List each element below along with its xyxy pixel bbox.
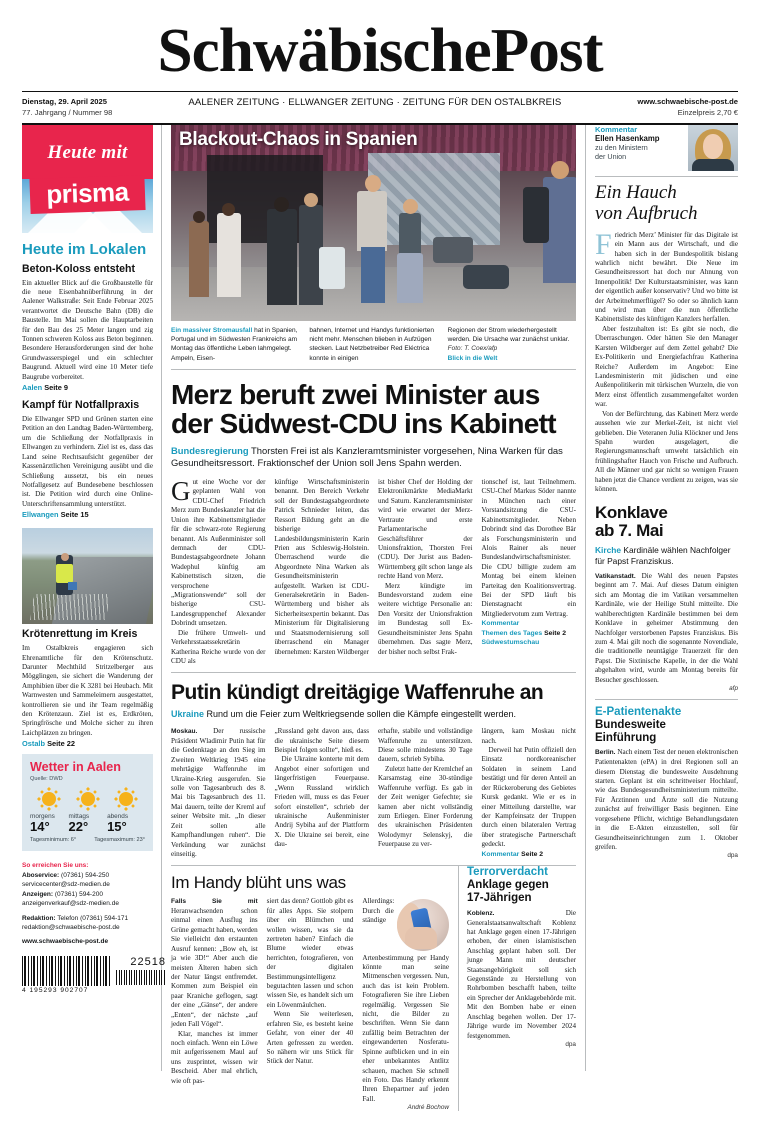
epa-kicker: E-Patientenakte xyxy=(595,706,682,719)
epa-headline xyxy=(595,719,738,744)
weather-slot-evening-temp: 15° xyxy=(107,818,127,834)
single-copy-price: Einzelpreis 2,70 € xyxy=(677,107,738,117)
crowd-figure-head xyxy=(193,211,205,223)
standing-man-torso xyxy=(357,191,387,251)
publication-date: Dienstag, 29. April 2025 xyxy=(22,96,107,106)
sun-icon xyxy=(37,787,61,811)
prisma-supplement-ad[interactable] xyxy=(22,125,153,233)
divider-before-epa xyxy=(595,699,738,700)
weather-slot-noon-temp: 22° xyxy=(68,818,89,834)
hand-art xyxy=(405,927,437,949)
konklave-agency: afp xyxy=(729,685,738,693)
handy-col2-p2: Wenn Sie weiterlesen, erfahren Sie, es besteht keine Gefahr, von einer der 40 Arten gefressen zu werden. So nähern wir uns Stück für Stück der Natur. xyxy=(266,1010,354,1066)
konklave-body-text: Die Wahl des neuen Papstes beginnt am 7. Mai. Auf dieses Datum einigten sich am Montag die im Vatikan versammelten Kardinäle, wie der Heilige Stuhl mitteilte. Die wahlberechtigten Kardinäle bestimmen bei dem Konklave in geheimer Abstimmung den Nachfolger verstorbenen Papstes Franziskus. Bis zum 4. Mai gilt noch die sogenannte Novendiale, die traditionelle neuntägige Trauerzeit für den Papst. Die Sixtinische Kapelle, in der die Wahl abgehalten wird, wurde am Montag bereits für Besucher geschlossen. xyxy=(595,571,738,684)
weather-slot-morning-temp: 14° xyxy=(30,818,50,834)
putin-col3-p1: erhafte, stabile und vollständige Waffenruhe zu unterstützen. Diese solle mindestens 30 Tage dauern, schrieb Sybiha. xyxy=(378,727,473,764)
epa-story[interactable] xyxy=(595,706,738,859)
handy-column-3 xyxy=(362,897,449,1111)
konklave-subhead xyxy=(595,545,738,567)
crowd-figure-head xyxy=(304,193,318,207)
terror-dateline: Koblenz. xyxy=(467,909,495,917)
weather-slot-evening xyxy=(107,787,145,834)
putin-col1-text: Der russische Präsident Wladimir Putin hat für die Gedenktage an den Sieg im Zweiten Weltkrieg 1945 eine mehrtägige Waffenruhe im Ukraine-Krieg ausgerufen. Sie solle von Tagesanbruch des 8. Mai bis Tagesanbruch des 11. Mai dauern, teilte der Kreml auf seiner Website mit. „In dieser Zeit sollen alle Kampfhandlungen ruhen“. Die Verkündung war zunächst einseitig. xyxy=(171,727,266,858)
commentary-author-name: Ellen Hasenkamp xyxy=(595,133,660,143)
contact-ads-phone: (07361) 594-200 xyxy=(54,890,103,898)
handy-columns xyxy=(171,897,449,1111)
toad-rescue-photo xyxy=(22,528,153,624)
masthead-meta xyxy=(22,92,738,123)
putin-column-3 xyxy=(378,727,473,859)
smartphone-photo xyxy=(397,899,449,951)
caption-lead: Ein massiver Stromausfall xyxy=(171,326,253,334)
lead-col3-p1: ist bisher Chef der Holding der Elektronikmärkte MediaMarkt und Saturn. Kanzleramtsminister wird wie erwartet der Merz-Vertraute und erste Parlamentarische Geschäftsführer der Unionsfraktion, Thorsten Frei (CDU). Der Jurist aus Baden-Württemberg gilt schon lange als rechte Hand von Merz. xyxy=(378,477,473,581)
caption-text-2: bahnen, Internet und Handys funktionierten nicht mehr. Menschen blieben in Aufzügen stecken. Laut Netzbetreiber Red Eléctrica konnte in einigen xyxy=(309,326,434,362)
weather-min: Tagesminimum: 6° xyxy=(30,836,77,843)
konklave-headline-line-1: Konklave xyxy=(595,503,668,523)
contact-block xyxy=(22,861,153,947)
caption-text-1: hat in Spanien, Portugal und im Südwesten Frankreichs am Montag das öffentliche Leben lahmgelegt. Ampeln, Eisen- xyxy=(171,326,298,362)
weather-slot-morning-label: morgens xyxy=(30,812,55,820)
caption-text-3: Regionen der Strom wiederhergestellt werden. Die Ursache war zunächst unklar. xyxy=(447,326,570,344)
terror-kicker: Terrorverdacht xyxy=(467,866,548,879)
caption-column-2 xyxy=(309,326,437,363)
crowd-figure-head xyxy=(222,203,235,216)
lead-column-2 xyxy=(275,478,370,666)
seated-woman-head xyxy=(403,199,418,214)
crowd-figure-head xyxy=(274,197,289,212)
weather-widget[interactable] xyxy=(22,754,153,850)
local-article-3-body: Im Ostalbkreis engagieren sich Ehrenamtliche für den Krötenschutz. Darunter Mechthild Stritzelberger aus Mögglingen, sie sichert die Wanderung der Amphibien über die K 3281 bei Heubach. Mit Warnwesten und Sammeleimern ausgestattet, kontrollieren sie und ihr Team regelmäßig den Krötenzaun. Ziel ist es, Erdkröten, Springfrösche und Molche sicher zu ihren Laichplätzen zu bringen. xyxy=(22,644,153,737)
local-article-1-body: Ein aktueller Blick auf die Großbaustelle für die neue Eisenbahnüberführung in der Aalener Walkstraße: Seit Ende Februar 2025 verantwortet die Deutsche Bahn (DB) die Baustelle. Im Mai sollen die Hauptarbeiten für den Bau des 25 Meter langen und zig Tonnen schweren Koloss aus Beton beginnen. Besondere Herausforderungen sind der hohe Grundwasserspiegel und ein schlechter Baugrund. Aktuell wird eine 10 Meter tiefe Baugrube vorbereitet. xyxy=(22,278,153,381)
bottom-row xyxy=(171,866,576,1111)
lead-subhead-text: Thorsten Frei ist als Kanzleramtsminister vorgesehen, Nina Warken für das Gesundheitsressort. Fraktionschef der Union soll Jens Spahn werden. xyxy=(171,444,563,469)
safety-vest-art xyxy=(56,564,73,583)
weather-slot-morning xyxy=(30,787,68,834)
terror-body-text: Die Generalstaatsanwaltschaft Koblenz hat Anklage gegen einen 17-Jährigen erhoben, der einen islamistischen Anschlag geplant haben soll. Der junge Mann mit deutscher Staatsangehörigkeit soll sich Gegenstände zu Herstellung von Rohrbomben beschafft haben, teilte ein Sprecher der Anklagebehörde mit. Mit den Bomben habe er einen Anschlag begehen wollen. Der 17-Jährige wurde im November 2024 festgenommen. xyxy=(467,908,576,1040)
main-content xyxy=(162,125,586,1112)
lead-story-headline xyxy=(171,380,576,438)
terror-body xyxy=(467,909,576,1041)
putin-story-columns xyxy=(171,727,576,859)
handy-lead-label: Falls Sie mit xyxy=(171,898,258,906)
terror-headline-line-1: Anklage gegen xyxy=(467,879,549,892)
photo-caption xyxy=(171,321,576,369)
putin-story[interactable] xyxy=(171,682,576,859)
divider-before-putin xyxy=(171,672,576,673)
epa-body-text: Nach einem Test der neuen elektronischen Patientenakten (ePA) in drei Regionen soll an diesem Dienstag die bundesweite Ausdehnung starten. Geplant ist ein schrittweiser Hochlauf, wie das Bundesgesundheitsministerium mitteilte. Für Ärztinnen und Ärzte soll die Nutzung zunächst auf freiwilliger Basis beginnen. Eine vorgesehene Pflicht, wichtige Behandlungsdaten in die E-Akten einzustellen, soll für Gesundheitseinrichtungen zum 1. Oktober greifen. xyxy=(595,748,738,851)
commentary-author-role-1: zu den Ministern xyxy=(595,142,648,152)
commentary-paragraph-3: Von der Befürchtung, das Kabinett Merz werde aussehen wie zur Merkel-Zeit, ist nicht viel geblieben. Die Veteranen Julia Klöckner und Jens Spahn wurden ausgelagert, die Regierungsmannschaft umweht tatsächlich ein frühlingshafter Hauch von Frische und Aufbruch. All die Männer und gar nicht so wenigen Frauen haben jetzt die Chance verdient zu zeigen, was sie können. xyxy=(595,409,738,494)
weather-minmax xyxy=(30,837,145,843)
konklave-dateline: Vatikanstadt. xyxy=(595,572,636,580)
weather-slot-evening-label: abends xyxy=(107,812,129,820)
local-article-1-ref[interactable] xyxy=(22,383,153,392)
newspaper-title xyxy=(15,17,745,85)
seated-woman-torso xyxy=(399,213,421,257)
suitcase-art xyxy=(319,247,345,289)
lead-column-3 xyxy=(378,478,473,666)
caption-column-1 xyxy=(171,326,299,363)
commentary-paragraph-2: Aber festzuhalten ist: Es gibt sie noch, die Überraschungen. Oder hätten Sie den Manager Karsten Wildberger auf dem Zettel gehabt? Die Ex-Politikerin und Energiefachfrau Katherina Reiche? Außerdem im Angebot: Eine Landesministerin mit jüdischen und eine Außenpolitikerin mit türkischen Wurzeln, die von Merz einst öffentlich zusammengefaltet worden war. xyxy=(595,324,738,409)
lead-story[interactable] xyxy=(171,380,576,667)
sun-icon xyxy=(76,787,100,811)
weather-source: Quelle: DWD xyxy=(30,775,63,782)
putin-story-refs[interactable] xyxy=(482,850,577,860)
putin-ref-kommentar: Kommentar xyxy=(481,850,520,858)
title-part-2: Post xyxy=(490,17,603,85)
local-section-heading: Heute im Lokalen xyxy=(22,240,147,258)
lead-story-refs[interactable] xyxy=(482,619,577,648)
lead-ref-themen: Themen des Tages xyxy=(481,629,543,637)
contact-red-line xyxy=(22,914,153,923)
crowd-figure xyxy=(433,237,473,263)
commentary-paragraph-1: Friedrich Merz’ Minister für das Digitale ist ein Mann aus der Wirtschaft, und die haben sich in der Bundespolitik bislang wahrlich nicht bewährt. Die Neue im Gesundheitsressort hat doch nur Ahnung von Innenpolitik! Der Kulturstaatsminister, was kann der eigentlich außer konservativ? Und wo bitte ist der Arbeitnehmerflügel? So oder so ähnlich kann und wird man über die nun öffentliche Kabinettsliste des künftigen Kanzlers herfallen. xyxy=(595,227,738,324)
handy-column-2 xyxy=(267,897,354,1111)
avatar xyxy=(688,125,738,171)
lead-col1-p1: Gut eine Woche vor der geplanten Wahl von CDU-Chef Friedrich Merz zum Bundeskanzler hat die Union ihre Kabinettsmitglieder für die schwarz-rote Regierung benannt. Als Außenminister soll demnach der CDU-Bundestagsabgeordnete Johann Wadephul künftig am Kabinettstisch sitzen, die versprochene „Migrationswende“ soll der bisherige CSU-Landesgruppenchef Alexander Dobrindt umsetzen. xyxy=(171,475,266,628)
handy-col1-p2: Klar, manches ist immer noch einfach. Wenn ein Löwe mit aufgerissenem Maul auf uns zusprintet, wissen wir Bescheid. Aber mal ehrlich, wie oft pas- xyxy=(171,1029,258,1085)
lead-story-columns xyxy=(171,475,576,666)
handy-author: André Bochow xyxy=(407,1104,450,1112)
handy-story[interactable] xyxy=(171,866,449,1111)
local-article-2-ref-page: Seite 15 xyxy=(60,510,89,520)
contact-ads-label: Anzeigen: xyxy=(22,890,54,898)
contact-abo-phone: (07361) 594-250 xyxy=(61,871,110,879)
putin-headline: Putin kündigt dreitägige Waffenruhe an xyxy=(171,681,544,705)
crowd-figure xyxy=(217,213,241,297)
lead-ref-themen-line[interactable] xyxy=(482,629,577,639)
local-article-2[interactable] xyxy=(22,400,153,519)
local-article-1-ref-page: Seite 9 xyxy=(44,383,69,393)
local-article-3[interactable] xyxy=(22,629,153,748)
terror-headline xyxy=(467,879,576,904)
lead-ref-page: Seite 2 xyxy=(544,629,566,637)
title-part-1: Schwäbische xyxy=(157,17,491,85)
sun-icon xyxy=(114,787,138,811)
spain-blackout-photo xyxy=(171,125,576,321)
local-article-2-headline: Kampf für Notfallpraxis xyxy=(22,399,140,412)
weather-title: Wetter in Aalen xyxy=(30,760,121,775)
lead-column-4 xyxy=(482,478,577,666)
commentary-byline xyxy=(595,125,660,162)
handy-col2-p1: siert das denn? Gottlob gibt es für alles Apps. Sie stolpern über ein Blümchen und wollen wissen, was sie da zertreten haben? Einfach die Blume wieder etwas herrichten, fotografieren, von der digitalen Bestimmungsintelligenz begutachten lassen und schon wissen Sie, es handelt sich um ein Löwenmäulchen. xyxy=(266,897,354,1009)
barcode-ean xyxy=(22,956,112,986)
commentary-column xyxy=(586,125,738,1071)
putin-column-1 xyxy=(171,727,266,859)
caption-column-3 xyxy=(448,326,576,363)
weather-max: Tagesmaximum: 23° xyxy=(94,836,145,843)
left-sidebar xyxy=(22,125,166,1071)
contact-abo-mail[interactable]: servicecenter@sdz-medien.de xyxy=(22,881,110,889)
putin-column-4 xyxy=(482,727,577,859)
contact-abo-label: Aboservice: xyxy=(22,871,60,879)
local-article-1-ref-location: Aalen xyxy=(22,383,43,393)
collection-bucket-art xyxy=(68,582,77,590)
weather-slot-noon-label: mittags xyxy=(68,812,90,820)
issue-number: 77. Jahrgang / Nummer 98 xyxy=(22,107,113,117)
commentary-divider xyxy=(595,176,738,177)
commentary-author-role-2: der Union xyxy=(595,152,627,162)
putin-col2-p1: „Russland geht davon aus, dass die ukrainische Seite diesem Beispiel folgen sollte“, hieß es. xyxy=(274,727,369,754)
barcode-main-group xyxy=(22,956,112,994)
local-article-3-headline: Krötenrettung im Kreis xyxy=(22,628,138,641)
masthead-web-block xyxy=(637,96,738,118)
putin-col3-p2: Zuletzt hatte der Kremlchef an Karsamstag eine 30-stündige Waffenruhe verfügt. Es gab in der Zeit weniger Gefechte; sie kamen aber nicht vollständig zum Erliegen. Einer Forderung des ukrainischen Präsidenten Wolodymyr Selenskyj, die Feuerpause zu ver- xyxy=(378,764,473,849)
commentary-title-line-2: von Aufbruch xyxy=(595,202,698,224)
putin-subhead-text: Rund um die Feier zum Weltkriegsende sollen die Kämpfe eingestellt werden. xyxy=(204,709,517,720)
contact-red-mail[interactable]: redaktion@schwaebische-post.de xyxy=(22,924,120,932)
commentary-label: Kommentar xyxy=(595,124,638,134)
contact-ads-line xyxy=(22,890,153,899)
caption-section-ref[interactable]: Blick in die Welt xyxy=(447,354,498,362)
avatar-face-art xyxy=(703,134,723,159)
local-article-1-headline: Beton-Koloss entsteht xyxy=(22,262,136,275)
contact-website[interactable]: www.schwaebische-post.de xyxy=(22,938,109,946)
lead-headline-line-1: Merz beruft zwei Minister aus xyxy=(171,378,540,410)
epa-headline-line-1: Bundesweite xyxy=(595,719,666,732)
lead-col1-p2: Die frühere Umwelt- und Verkehrsstaatssekretärin Katherina Reiche wurde von der CDU als xyxy=(171,628,266,665)
standing-man-head xyxy=(365,175,381,192)
handy-column-1 xyxy=(171,897,258,1111)
lead-col3-p2: Merz kündigte im Bundesvorstand zudem eine weitere wichtige Personalie an: Den Vorsitz der Unionsfraktion im Bundestag soll Ex-Gesundheitsminister Jens Spahn übernehmen. Das sagte Merz, der bisher noch selbst Frak- xyxy=(378,581,473,656)
lead-headline-line-2: der Südwest-CDU ins Kabinett xyxy=(171,407,556,439)
putin-col4-p1: längern, kam Moskau nicht nach. xyxy=(481,727,576,745)
lead-ref-kommentar[interactable]: Kommentar xyxy=(481,620,520,628)
putin-subhead-kicker: Ukraine xyxy=(171,709,205,720)
handy-col1 xyxy=(171,897,258,1029)
barcode-issue-group xyxy=(116,956,166,985)
epa-dateline: Berlin. xyxy=(595,749,616,757)
local-article-1[interactable] xyxy=(22,264,153,393)
prisma-logo: prisma xyxy=(29,175,145,214)
konklave-headline-line-2: ab 7. Mai xyxy=(595,521,664,541)
weather-slot-noon xyxy=(69,787,107,834)
epa-headline-line-2: Einführung xyxy=(595,731,657,744)
backpack-man-head xyxy=(551,161,569,179)
backpack-art xyxy=(523,187,549,243)
putin-column-2 xyxy=(275,727,370,859)
amphibian-fence-art xyxy=(31,594,111,620)
local-article-3-ref-page: Seite 22 xyxy=(47,739,76,749)
photo-overlay-title: Blackout-Chaos in Spanien xyxy=(179,128,418,150)
station-window-art xyxy=(368,153,500,245)
crowd-figure xyxy=(189,221,209,297)
handy-col1-text: Heranwachsenden schon einmal einen Ausflug ins Grüne gemacht haben, werden Sie vielleicht den erstaunten Ausruf kennen: „Bow eh, ist ja wie 3D!“ Aber auch die meisten Älteren haben sich der Natur längst entfremdet. Kommen zum Beispiel ein paar Kraniche geflogen, sagt der eine „Gänse“, der andere „Enten“, der nächste „auf jeden Fall Vögel“. xyxy=(171,907,258,1029)
masthead xyxy=(0,0,760,125)
contact-ads-mail[interactable]: anzeigenverkauf@sdz-medien.de xyxy=(22,900,119,908)
commentary-title xyxy=(595,183,738,225)
divider-after-caption xyxy=(171,369,576,370)
contact-red-label: Redaktion: xyxy=(22,914,56,922)
weather-slots xyxy=(30,787,145,834)
page-columns xyxy=(0,124,760,1112)
konklave-sub-text: Kardinäle wählen Nachfolger für Papst Franziskus. xyxy=(595,544,731,566)
putin-subhead xyxy=(171,709,576,721)
konklave-headline xyxy=(595,504,738,539)
putin-col1 xyxy=(171,727,266,859)
handy-col3-p1: Allerdings: Durch die ständige Artenbestimmung per Handy könnte man seine Mitmenschen vergessen. Nun, auch das ist kein Problem. Fotografieren Sie ihre Lieben regelmäßig. Vergessen Sie nicht, die Bilder zu beschriften. Wenn Sie dann zufällig beim Betrachten der eingewanderten Nosferatu-Spinne aufblicken und in ein eher unbekanntes Antlitz schauen, machen Sie schnell ein Foto. Das Handy erkennt Ihren Ehepartner auf jeden Fall. xyxy=(362,897,450,1103)
prisma-heute-label: Heute mit xyxy=(47,141,128,163)
putin-col4-p2: Derweil hat Putin offiziell den Einsatz nordkoreanischer Soldaten in seinem Land bestätigt und für deren Anteil an der Rückeroberung des Gebietes Kursk gedankt. Wie er es in einer Mitteilung darstellte, war der Kampfeinsatz der Truppen durch einen bilateralen Vertrag über strategische Partnerschaft gedeckt. xyxy=(481,746,576,849)
handy-headline: Im Handy blüht uns was xyxy=(171,873,346,893)
commentary-header xyxy=(595,125,738,171)
seated-woman-legs xyxy=(397,253,423,303)
putin-ref-page: Seite 2 xyxy=(521,850,544,858)
masthead-date-block xyxy=(22,96,112,118)
putin-dateline: Moskau. xyxy=(171,728,198,736)
luggage-art xyxy=(463,265,509,289)
photo-credit: Foto: T. Coex/afp xyxy=(447,345,498,353)
barcode-issue-number: 22518 xyxy=(130,955,166,968)
barcode-ean-number: 4 195293 902707 xyxy=(22,986,89,994)
epa-agency: dpa xyxy=(727,852,738,860)
terror-agency: dpa xyxy=(565,1041,576,1048)
lead-ref-suedwest[interactable]: Südwestumschau xyxy=(481,639,540,647)
local-article-3-ref-location: Ostalb xyxy=(22,739,45,749)
edition-list: AALENER ZEITUNG · ELLWANGER ZEITUNG · ZEITUNG FÜR DEN OSTALBKREIS xyxy=(188,96,562,108)
contact-heading: So erreichen Sie uns: xyxy=(22,861,89,869)
barcode-block xyxy=(22,955,166,994)
website-url[interactable]: www.schwaebische-post.de xyxy=(637,96,738,106)
konklave-kicker: Kirche xyxy=(595,544,622,555)
epa-body xyxy=(595,748,738,852)
lead-subhead-kicker: Bundesregierung xyxy=(171,444,249,456)
standing-man-jeans xyxy=(361,247,385,303)
lead-story-subhead xyxy=(171,445,576,470)
lead-col2-p1: künftige Wirtschaftsministerin benannt. Den Bereich Verkehr soll der Bundestagsabgeordnete Patrick Schnieder leiten, das Ressort Bildung geht an die bisherige Landesbildungsministerin Karin Prien aus Schleswig-Holstein. Überraschend wurde die Abgeordnete Nina Warken als Gesundheitsministerin aufgestellt. Warken ist CDU-Generalsekretärin in Baden-Württemberg und bisher als Sicherheitsexpertin bekannt. Das Ministerium für Digitalisierung und Staatsmodernisierung soll überraschend ein Manager übernehmen: Karsten Wildberger xyxy=(274,477,369,656)
contact-abo-line xyxy=(22,871,153,880)
putin-col2-p2: Die Ukraine konterte mit dem Angebot einer sofortigen und längerfristigen Feuerpause. „Wenn Russland wirklich Frieden will, muss es das Feuer sofort einstellen“, schrieb der ukrainische Außenminister Andrij Sybiha auf der Plattform X. Die Ukraine sei bereit, eine dau- xyxy=(274,755,369,849)
local-article-2-ref[interactable] xyxy=(22,510,153,519)
konklave-body xyxy=(595,572,738,685)
local-article-3-ref[interactable] xyxy=(22,739,153,748)
commentary-title-line-1: Ein Hauch xyxy=(595,181,677,203)
crowd-figure xyxy=(267,209,297,305)
barcode-issue-bars xyxy=(116,970,166,985)
lead-column-1 xyxy=(171,475,266,666)
local-article-2-body: Die Ellwanger SPD und Grünen starten eine Petition an den Landtag Baden-Württemberg, um die Schließung der Notfallpraxis in Ellwangen zu verhindern. Ziel ist es, dass das Land seine Rechtsaufsicht gegenüber der Kassenärztlichen Vereinigung ausübt und die Schließung aussetzt, bis ein neues Notfallgesetz auf Bundesebene beschlossen ist. Die Petition wird durch eine Online-Unterschriftensammlung unterstützt. xyxy=(22,415,153,508)
local-article-2-ref-location: Ellwangen xyxy=(22,510,59,520)
terror-headline-line-2: 17-Jährigen xyxy=(467,892,532,905)
terror-story[interactable] xyxy=(458,866,576,1111)
contact-red-phone: Telefon (07361) 594-171 xyxy=(57,914,129,922)
avatar-body-art xyxy=(692,159,734,171)
lead-col4-p1: tionschef ist, laut Teilnehmern. CSU-Chef Markus Söder nannte in München nach einer Vorstandsitzung die CSU-Kabinettsmitglieder. Neben Dobrindt sind das Dorothee Bär als Forschungsministerin und Alois Rainer als neuer Bundeslandwirtschaftsminister. Die CDU billigte zudem am Montag bei einem kleinen Parteitag den Koalitionsvertrag. Bei der SPD läuft bis Dienstagnacht ein Mitgliedervotum zum Vertrag. xyxy=(481,477,576,618)
konklave-story[interactable] xyxy=(595,504,738,692)
